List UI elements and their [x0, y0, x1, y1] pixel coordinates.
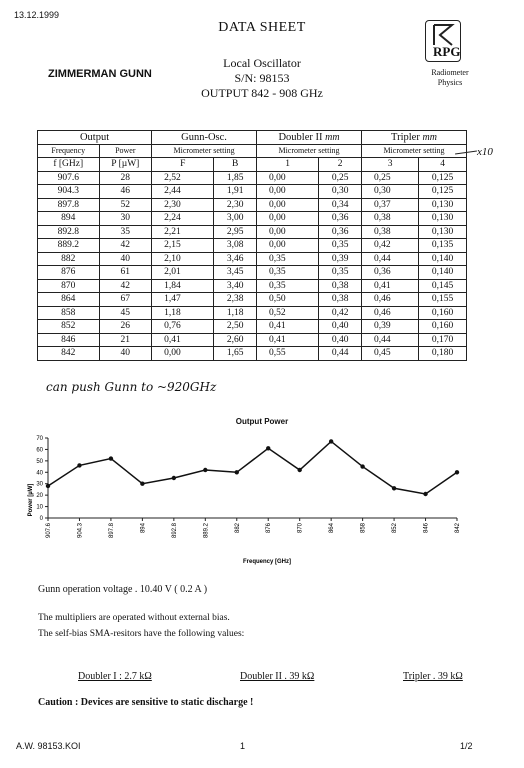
logo-letters: RPG [433, 44, 461, 59]
group-doubler-label: Doubler II [278, 131, 323, 143]
tripler-resistor: Tripler . 39 kΩ [403, 671, 463, 682]
x-tick-label: 907.6 [46, 523, 52, 539]
col-2: 2 [319, 158, 362, 172]
power-data-point [329, 439, 333, 443]
x-tick-label: 852 [392, 523, 399, 534]
data-table [37, 130, 467, 361]
header-micrometer-gunn: Micrometer setting [152, 144, 257, 158]
y-tick-label: 70 [36, 436, 43, 442]
col-3: 3 [361, 158, 418, 172]
y-tick-label: 60 [36, 447, 43, 454]
table-cell: 0,00 [257, 212, 319, 226]
table-row [38, 279, 467, 293]
y-tick-label: 20 [36, 493, 43, 500]
x-tick-label: 870 [297, 523, 304, 534]
power-data-point [266, 446, 270, 450]
table-cell: 0,40 [319, 320, 362, 334]
selfbias-note: The self-bias SMA-resitors have the following values: [38, 629, 245, 639]
group-doubler-hand: mm [325, 131, 340, 143]
table-cell: 0,155 [419, 293, 467, 307]
group-tripler-hand: mm [422, 131, 437, 143]
table-cell: 0,38 [319, 279, 362, 293]
x-tick-label: 904.3 [77, 523, 84, 539]
table-cell: 0,76 [152, 320, 214, 334]
power-data-point [392, 486, 396, 490]
table-cell: 0,130 [419, 212, 467, 226]
table-cell: 0,41 [257, 320, 319, 334]
table-cell: 52 [99, 198, 152, 212]
table-row [38, 239, 467, 253]
table-cell: 892.8 [38, 225, 100, 239]
power-data-point [172, 476, 176, 480]
table-cell: 0,180 [419, 347, 467, 361]
table-cell: 0,37 [361, 198, 418, 212]
table-cell: 864 [38, 293, 100, 307]
table-cell: 0,35 [319, 239, 362, 253]
table-cell: 0,30 [361, 185, 418, 199]
table-cell: 846 [38, 333, 100, 347]
table-row [38, 212, 467, 226]
table-row [38, 320, 467, 334]
group-doubler [257, 131, 362, 145]
table-cell: 35 [99, 225, 152, 239]
table-cell: 40 [99, 347, 152, 361]
table-cell: 0,39 [319, 252, 362, 266]
table-cell: 26 [99, 320, 152, 334]
table-cell: 3,08 [214, 239, 257, 253]
table-cell: 2,01 [152, 266, 214, 280]
table-cell: 0,55 [257, 347, 319, 361]
power-data-point [455, 470, 459, 474]
table-cell: 0,00 [152, 347, 214, 361]
table-cell: 3,00 [214, 212, 257, 226]
table-cell: 897.8 [38, 198, 100, 212]
x-tick-label: 846 [423, 523, 430, 534]
table-cell: 882 [38, 252, 100, 266]
table-cell: 2,95 [214, 225, 257, 239]
table-cell: 0,44 [319, 347, 362, 361]
table-cell: 0,41 [257, 333, 319, 347]
table-cell: 852 [38, 320, 100, 334]
table-cell: 2,52 [152, 171, 214, 185]
y-tick-label: 0 [39, 516, 43, 522]
table-cell: 0,160 [419, 306, 467, 320]
table-cell: 0,42 [319, 306, 362, 320]
date-stamp: 13.12.1999 [14, 10, 60, 20]
x-tick-label: 842 [455, 523, 461, 534]
table-cell: 0,41 [152, 333, 214, 347]
footer-page-number: 1 [240, 741, 246, 751]
table-cell: 28 [99, 171, 152, 185]
header-micrometer-doubler: Micrometer setting [257, 144, 362, 158]
table-cell: 3,45 [214, 266, 257, 280]
y-tick-label: 10 [36, 504, 43, 511]
table-cell: 0,25 [361, 171, 418, 185]
table-cell: 0,41 [361, 279, 418, 293]
table-row [38, 185, 467, 199]
table-cell: 1,18 [152, 306, 214, 320]
table-cell: 0,46 [361, 306, 418, 320]
logo-caption-line2: Physics [437, 78, 463, 87]
table-cell: 0,135 [419, 239, 467, 253]
table-row [38, 333, 467, 347]
table-cell: 0,40 [319, 333, 362, 347]
table-cell: 0,45 [361, 347, 418, 361]
table-cell: 0,25 [319, 171, 362, 185]
table-cell: 2,15 [152, 239, 214, 253]
header-power: Power [99, 144, 152, 158]
table-row [38, 347, 467, 361]
doubler2-resistor: Doubler II . 39 kΩ [240, 671, 315, 682]
table-row [38, 171, 467, 185]
output-power-chart [20, 430, 490, 565]
table-cell: 0,35 [319, 266, 362, 280]
power-data-point [77, 463, 81, 467]
table-cell: 0,35 [257, 252, 319, 266]
table-cell: 0,00 [257, 198, 319, 212]
table-cell: 0,35 [257, 266, 319, 280]
col-4: 4 [419, 158, 467, 172]
table-cell: 45 [99, 306, 152, 320]
unit-power: P [µW] [99, 158, 152, 172]
chart-xlabel: Frequency [GHz] [242, 559, 292, 565]
table-row [38, 306, 467, 320]
table-cell: 0,160 [419, 320, 467, 334]
table-cell: 0,130 [419, 198, 467, 212]
table-row [38, 198, 467, 212]
handwritten-x10: x10 [477, 146, 493, 158]
table-cell: 0,36 [319, 225, 362, 239]
subtitle-line-2: S/N: 98153 [234, 71, 290, 85]
table-cell: 2,10 [152, 252, 214, 266]
chart-title: Output Power [235, 417, 289, 426]
table-cell: 21 [99, 333, 152, 347]
table-cell: 0,42 [361, 239, 418, 253]
table-cell: 0,39 [361, 320, 418, 334]
x-tick-label: 864 [329, 523, 336, 534]
power-data-point [235, 470, 239, 474]
table-cell: 61 [99, 266, 152, 280]
table-row [38, 252, 467, 266]
table-cell: 40 [99, 252, 152, 266]
logo-caption-line1: Radiometer [431, 68, 469, 77]
power-data-point [46, 484, 50, 488]
table-cell: 0,35 [257, 279, 319, 293]
table-cell: 42 [99, 239, 152, 253]
group-gunn: Gunn-Osc. [152, 131, 257, 145]
table-cell: 0,38 [319, 293, 362, 307]
table-cell: 0,46 [361, 293, 418, 307]
power-series-line [48, 441, 457, 494]
table-cell: 904.3 [38, 185, 100, 199]
table-cell: 0,125 [419, 171, 467, 185]
table-cell: 2,44 [152, 185, 214, 199]
x-tick-label: 889.2 [203, 523, 210, 539]
table-row [38, 225, 467, 239]
multipliers-note: The multipliers are operated without external bias. [38, 613, 230, 623]
power-data-point [423, 492, 427, 496]
x-tick-label: 892.8 [171, 523, 178, 539]
table-cell: 2,38 [214, 293, 257, 307]
table-cell: 0,00 [257, 225, 319, 239]
gunn-voltage-note: Gunn operation voltage . 10.40 V ( 0.2 A ) [38, 584, 208, 595]
table-cell: 2,24 [152, 212, 214, 226]
footer-page-count: 1/2 [460, 741, 473, 751]
table-cell: 0,38 [361, 225, 418, 239]
logo-caption [420, 68, 480, 88]
col-1: 1 [257, 158, 319, 172]
table-cell: 0,30 [319, 185, 362, 199]
table-body [38, 171, 467, 360]
power-data-point [203, 468, 207, 472]
table-cell: 842 [38, 347, 100, 361]
table-cell: 42 [99, 279, 152, 293]
y-tick-label: 30 [36, 481, 43, 488]
caution-note: Caution : Devices are sensitive to static discharge ! [38, 697, 254, 708]
table-cell: 1,18 [214, 306, 257, 320]
table-cell: 1,65 [214, 347, 257, 361]
subtitle-line-1: Local Oscillator [223, 56, 301, 70]
x-tick-label: 894 [140, 523, 147, 534]
table-cell: 2,30 [152, 198, 214, 212]
page-title: DATA SHEET [218, 20, 306, 35]
power-data-point [109, 456, 113, 460]
header-micrometer-tripler: Micrometer setting [361, 144, 466, 158]
x-tick-label: 858 [360, 523, 367, 534]
table-cell: 0,34 [319, 198, 362, 212]
table-row [38, 266, 467, 280]
table-cell: 876 [38, 266, 100, 280]
table-cell: 0,140 [419, 266, 467, 280]
table-cell: 1,47 [152, 293, 214, 307]
table-cell: 0,00 [257, 185, 319, 199]
table-cell: 0,44 [361, 252, 418, 266]
company-name: ZIMMERMAN GUNN [48, 68, 152, 80]
chart-ylabel: Power [µW] [28, 483, 34, 517]
x-tick-label: 882 [234, 523, 241, 534]
table-cell: 0,36 [361, 266, 418, 280]
doubler1-resistor: Doubler I : 2.7 kΩ [78, 671, 152, 682]
y-tick-label: 50 [36, 458, 43, 465]
table-cell: 0,130 [419, 225, 467, 239]
power-data-point [360, 464, 364, 468]
table-cell: 2,21 [152, 225, 214, 239]
table-cell: 0,52 [257, 306, 319, 320]
table-cell: 3,46 [214, 252, 257, 266]
y-tick-label: 40 [36, 470, 43, 477]
table-cell: 1,85 [214, 171, 257, 185]
header-frequency: Frequency [38, 144, 100, 158]
table-cell: 46 [99, 185, 152, 199]
col-B: B [214, 158, 257, 172]
subtitle-line-3: OUTPUT 842 - 908 GHz [201, 86, 323, 100]
group-output: Output [38, 131, 152, 145]
power-data-point [297, 468, 301, 472]
group-tripler [361, 131, 466, 145]
table-cell: 870 [38, 279, 100, 293]
table-cell: 0,170 [419, 333, 467, 347]
table-cell: 0,145 [419, 279, 467, 293]
footer-file: A.W. 98153.KOI [16, 741, 81, 751]
table-cell: 0,36 [319, 212, 362, 226]
table-cell: 0,44 [361, 333, 418, 347]
table-cell: 0,38 [361, 212, 418, 226]
table-cell: 0,140 [419, 252, 467, 266]
table-cell: 889.2 [38, 239, 100, 253]
table-cell: 894 [38, 212, 100, 226]
table-cell: 0,00 [257, 171, 319, 185]
table-cell: 3,40 [214, 279, 257, 293]
col-F: F [152, 158, 214, 172]
power-data-point [140, 482, 144, 486]
table-cell: 2,50 [214, 320, 257, 334]
table-cell: 30 [99, 212, 152, 226]
table-cell: 1,84 [152, 279, 214, 293]
table-cell: 1,91 [214, 185, 257, 199]
table-cell: 0,125 [419, 185, 467, 199]
table-cell: 0,00 [257, 239, 319, 253]
table-cell: 2,30 [214, 198, 257, 212]
x-tick-label: 897.8 [108, 523, 115, 539]
group-tripler-label: Tripler [391, 131, 420, 143]
x-tick-label: 876 [266, 523, 273, 534]
table-cell: 67 [99, 293, 152, 307]
table-cell: 858 [38, 306, 100, 320]
table-row [38, 293, 467, 307]
table-cell: 0,50 [257, 293, 319, 307]
handwritten-note: can push Gunn to ~920GHz [46, 380, 217, 394]
unit-frequency: f [GHz] [38, 158, 100, 172]
table-cell: 907.6 [38, 171, 100, 185]
table-cell: 2,60 [214, 333, 257, 347]
